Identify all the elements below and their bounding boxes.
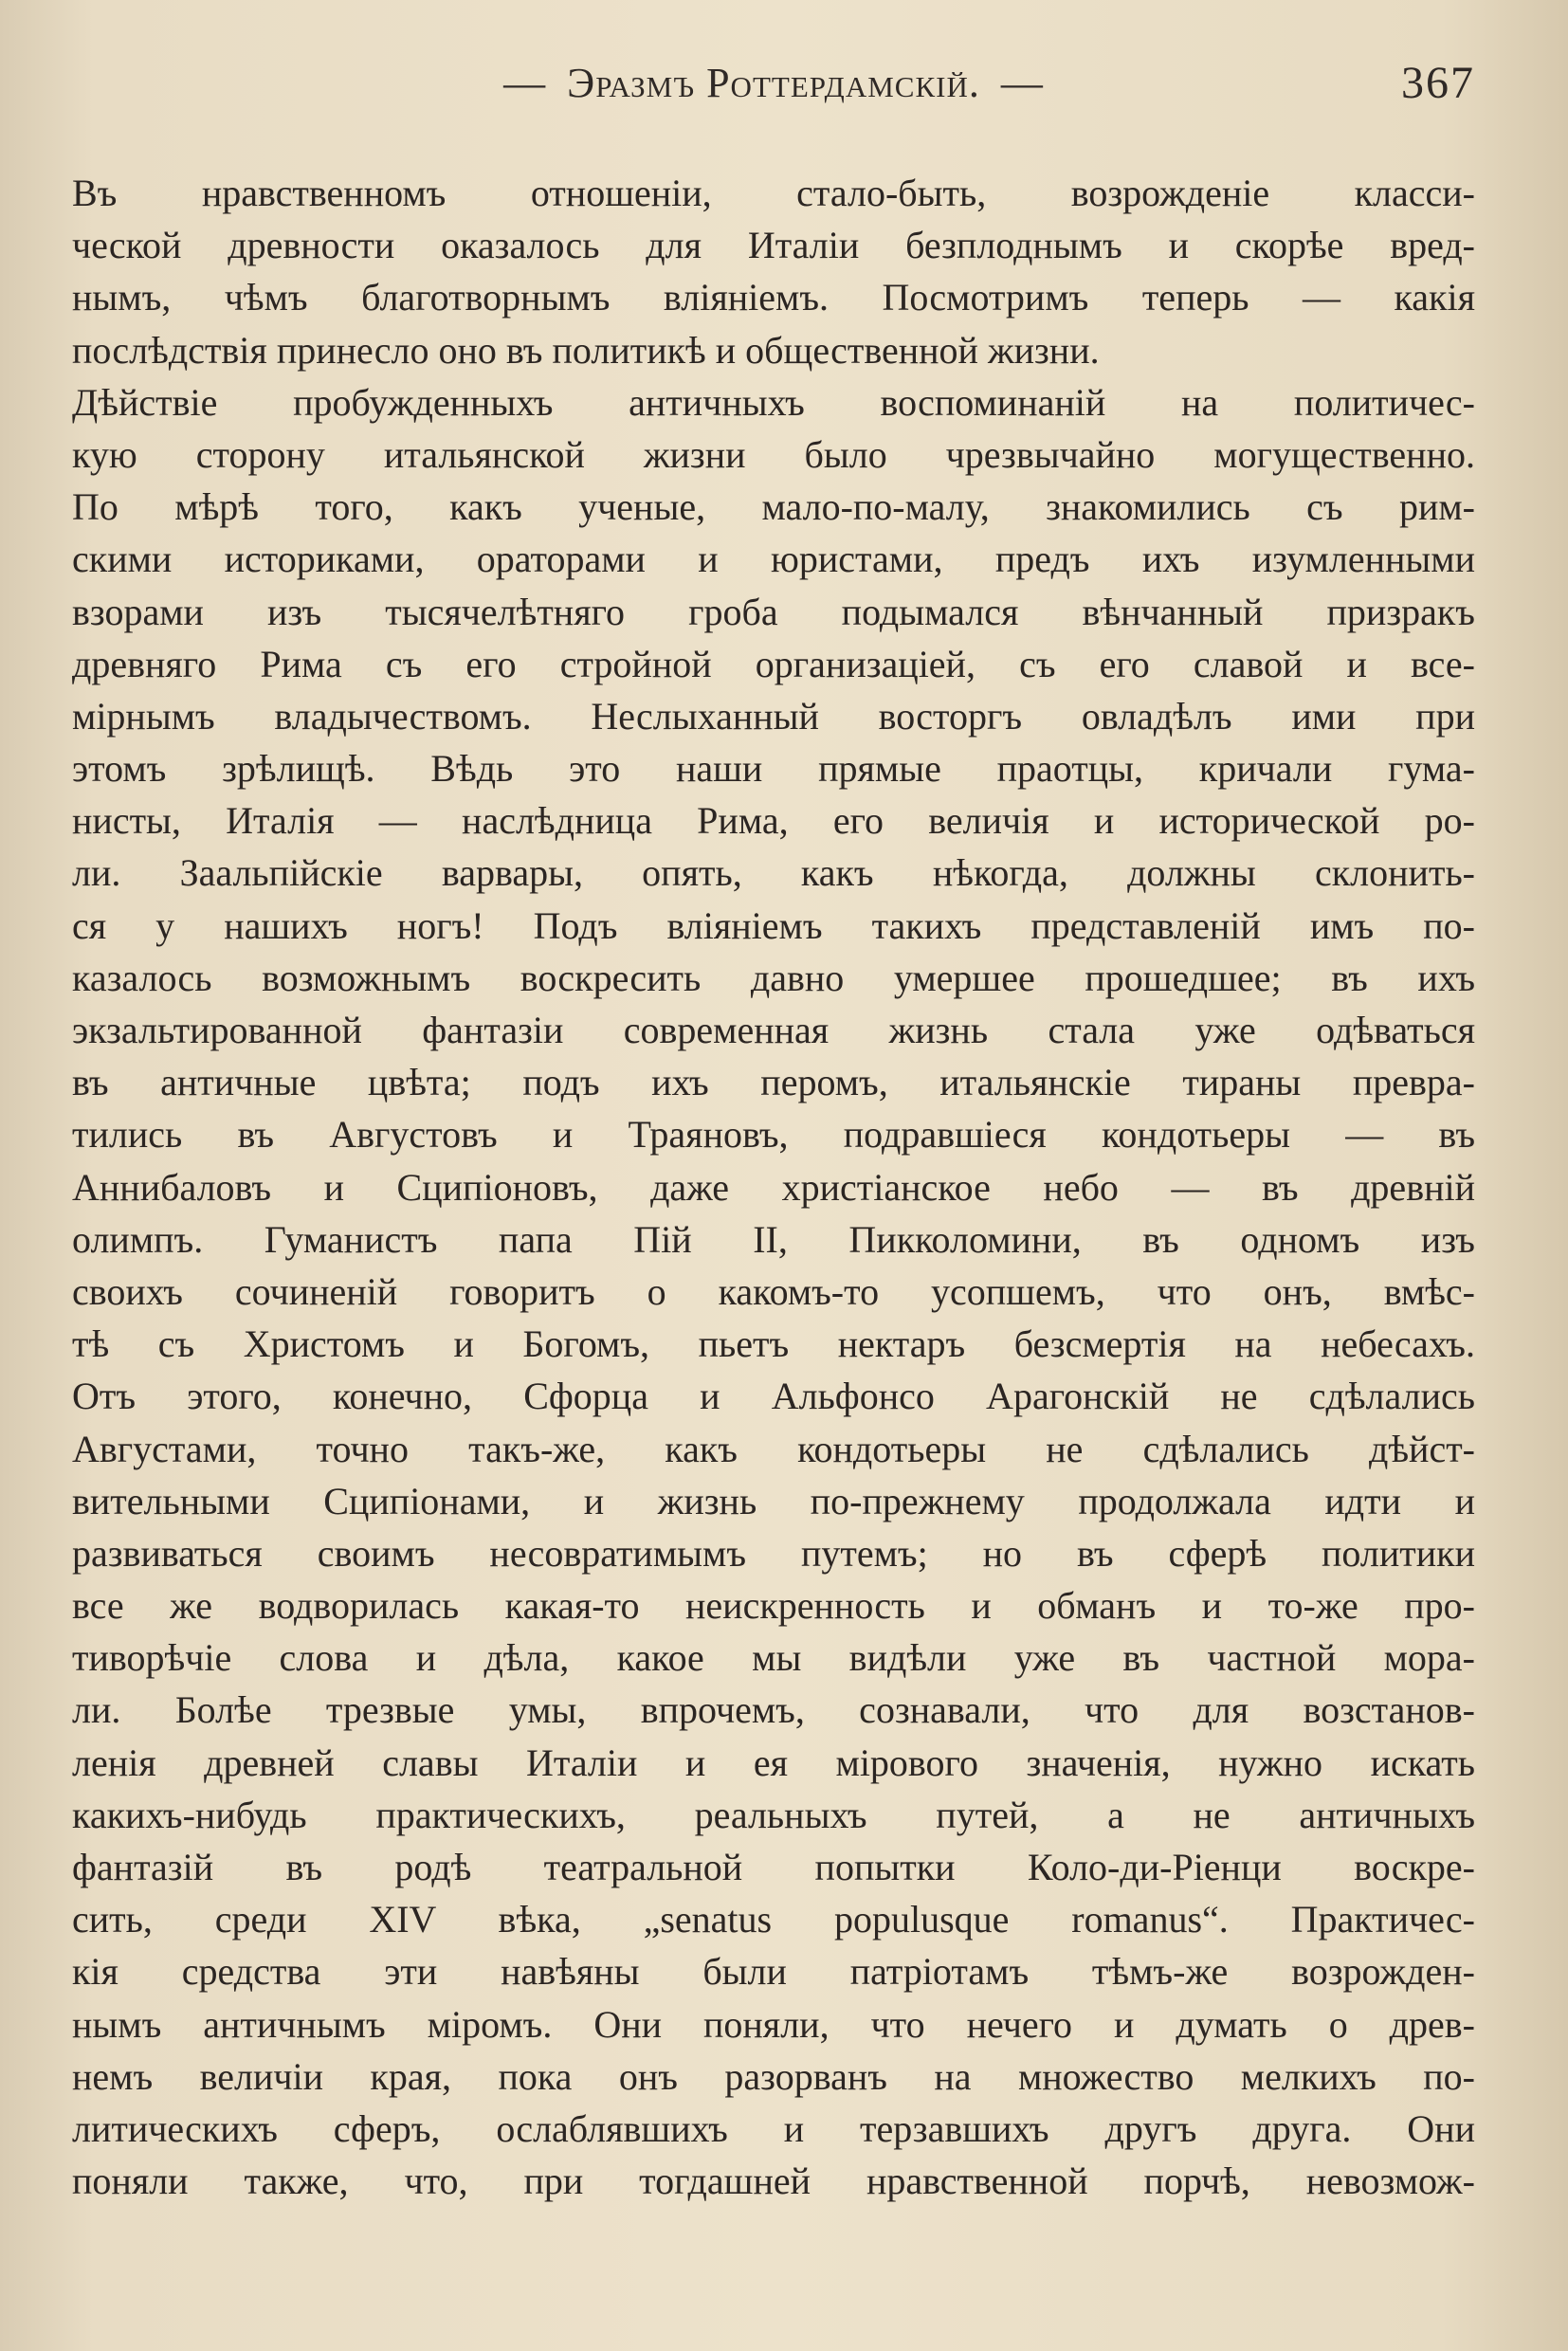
running-head xyxy=(72,46,1475,121)
text-line: нисты, Италія — наслѣдница Рима, его величія и исторической ро- xyxy=(72,799,1475,843)
text-line: древняго Рима съ его стройной организаціей, съ его славой и все- xyxy=(72,642,1475,685)
text-line: ли. Болѣе трезвые умы, впрочемъ, сознавали, что для возстанов- xyxy=(72,1688,1475,1732)
text-line: Въ нравственномъ отношеніи, стало-быть, возрожденіе класси- xyxy=(72,172,1475,214)
text-line: ли. Заальпійскіе варвары, опять, какъ нѣкогда, должны склонить- xyxy=(72,851,1475,895)
text-line: этомъ зрѣлищѣ. Вѣдь это наши прямые праотцы, кричали гума- xyxy=(72,747,1475,791)
text-line: фантазій въ родѣ театральной попытки Коло-ди-Ріенци воскре- xyxy=(72,1846,1475,1888)
text-line: нымъ, чѣмъ благотворнымъ вліяніемъ. Посмотримъ теперь — какія xyxy=(72,276,1475,319)
text-line: казалось возможнымъ воскресить давно умершее прошедшее; въ ихъ xyxy=(72,956,1475,999)
text-line: кую сторону итальянской жизни было чрезвычайно могущественно. xyxy=(72,432,1475,476)
text-line: мірнымъ владычествомъ. Неслыханный восторгъ овладѣлъ ими при xyxy=(72,694,1475,738)
page-number: 367 xyxy=(1401,58,1475,108)
text-line: Отъ этого, конечно, Сфорца и Альфонсо Арагонскій не сдѣлались xyxy=(72,1375,1475,1418)
text-line: немъ величіи края, пока онъ разорванъ на множество мелкихъ по- xyxy=(72,2054,1475,2098)
text-line: развиваться своимъ несовратимымъ путемъ; но въ сферѣ политики xyxy=(72,1531,1475,1575)
text-line: ленія древней славы Италіи и ея мірового значенія, нужно искать xyxy=(72,1740,1475,1784)
text-line: олимпъ. Гуманистъ папа Пій II, Пикколомини, въ одномъ изъ xyxy=(72,1217,1475,1261)
text-line: въ античные цвѣта; подъ ихъ перомъ, итальянскіе тираны превра- xyxy=(72,1061,1475,1104)
text-line: экзальтированной фантазіи современная жизнь стала уже одѣваться xyxy=(72,1009,1475,1051)
text-line: поняли также, что, при тогдашней нравственной порчѣ, невозмож- xyxy=(72,2160,1475,2203)
text-line: Дѣйствіе пробужденныхъ античныхъ воспоминаній на политичес- xyxy=(72,380,1475,424)
body-text xyxy=(72,167,1475,2207)
text-line: тиворѣчіе слова и дѣла, какое мы видѣли уже въ частной мора- xyxy=(72,1636,1475,1680)
text-line: тились въ Августовъ и Траяновъ, подравшіеся кондотьеры — въ xyxy=(72,1113,1475,1157)
text-line: скими историками, ораторами и юристами, предъ ихъ изумленными xyxy=(72,538,1475,581)
text-line: взорами изъ тысячелѣтняго гроба подымался вѣнчанный призракъ xyxy=(72,590,1475,633)
text-line: нымъ античнымъ міромъ. Они поняли, что нечего и думать о древ- xyxy=(72,2002,1475,2046)
text-line: литическихъ сферъ, ослаблявшихъ и терзавшихъ другъ друга. Они xyxy=(72,2106,1475,2150)
text-line: своихъ сочиненій говоритъ о какомъ-то усопшемъ, что онъ, вмѣс- xyxy=(72,1269,1475,1313)
text-line: Августами, точно такъ-же, какъ кондотьеры не сдѣлались дѣйст- xyxy=(72,1427,1475,1470)
running-head-title: — Эразмъ Роттердамскій. — xyxy=(503,60,1044,106)
text-line: вительными Сципіонами, и жизнь по-прежнему продолжала идти и xyxy=(72,1479,1475,1522)
text-line: По мѣрѣ того, какъ ученые, мало-по-малу, знакомились съ рим- xyxy=(72,485,1475,529)
text-line: послѣдствія принесло оно въ политикѣ и общественной жизни. xyxy=(72,328,1100,372)
text-line: сить, среди XIV вѣка, „senatus populusque romanus“. Практичес- xyxy=(72,1898,1475,1941)
text-line: тѣ съ Христомъ и Богомъ, пьетъ нектаръ безсмертія на небесахъ. xyxy=(72,1322,1475,1366)
book-page xyxy=(72,46,1475,2321)
text-line: кія средства эти навѣяны были патріотамъ тѣмъ-же возрожден- xyxy=(72,1950,1475,1994)
text-line: все же водворилась какая-то неискренность и обманъ и то-же про- xyxy=(72,1584,1475,1628)
text-line: какихъ-нибудь практическихъ, реальныхъ путей, а не античныхъ xyxy=(72,1793,1475,1836)
text-line: Аннибаловъ и Сципіоновъ, даже христіанское небо — въ древній xyxy=(72,1165,1475,1209)
text-line: ся у нашихъ ногъ! Подъ вліяніемъ такихъ представленій имъ по- xyxy=(72,903,1475,947)
text-line: ческой древности оказалось для Италіи безплоднымъ и скорѣе вред- xyxy=(72,224,1475,267)
